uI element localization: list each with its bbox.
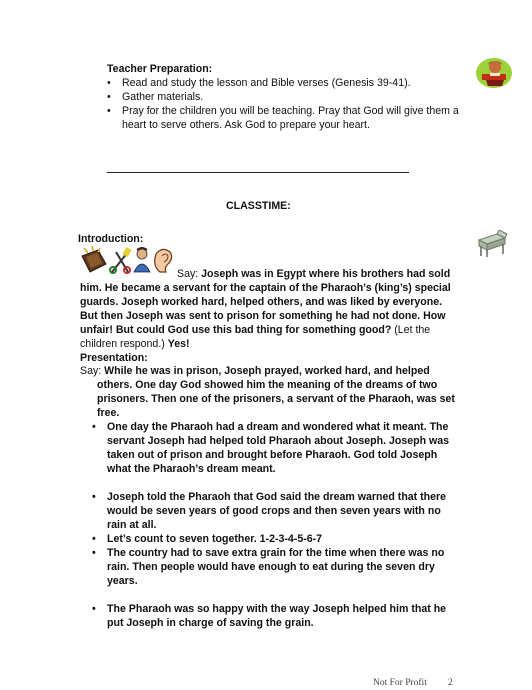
presentation-item: • The Pharaoh was so happy with the way Joseph helped him that he put Joseph in charge of saving the grain.	[92, 602, 458, 630]
teacher-preparation	[107, 62, 472, 132]
footer-label: Not For Profit	[373, 678, 427, 688]
divider-rule	[107, 172, 409, 173]
intro-heading: Introduction:	[78, 233, 144, 245]
presentation-list	[92, 420, 458, 630]
intro-say-label: Say:	[177, 268, 199, 280]
presentation-say-label: Say:	[80, 365, 102, 377]
intro-note: (Let the children respond.)	[80, 324, 431, 350]
prep-item: • Gather materials.	[107, 90, 472, 104]
prep-heading: Teacher Preparation:	[107, 63, 213, 75]
presentation-item: • One day the Pharaoh had a dream and wondered what it meant. The servant Joseph had helped told Pharaoh about Joseph. Joseph was taken out of prison and brought before Pharaoh. God told Joseph what the Pharaoh’s dream meant.	[92, 420, 458, 476]
page-number: 2	[448, 678, 453, 688]
teacher-icon	[474, 54, 514, 90]
intro-body	[80, 267, 458, 351]
chair-icon	[475, 230, 509, 258]
presentation-lead: While he was in prison, Joseph prayed, worked hard, and helped others. One day God showed him the meaning of the dreams of two prisoners. Then one of the prisoners, a servant of the Pharaoh, was set free.	[97, 365, 455, 419]
prep-item: • Read and study the lesson and Bible verses (Genesis 39-41).	[107, 76, 472, 90]
presentation-item: • Let’s count to seven together. 1-2-3-4-5-6-7	[92, 532, 458, 546]
prep-list	[107, 76, 472, 132]
intro-answer: Yes!	[167, 338, 190, 350]
presentation-body	[80, 364, 458, 630]
presentation-item: • The country had to save extra grain for the time when there was no rain. Then people would have enough to eat during the seven dry years.	[92, 546, 458, 588]
prep-item: • Pray for the children you will be teaching. Pray that God will give them a heart to serve others. Ask God to prepare your heart.	[107, 104, 472, 132]
presentation-heading: Presentation:	[80, 352, 148, 364]
presentation-item: • Joseph told the Pharaoh that God said the dream warned that there would be seven years of good crops and then seven years with no rain at all.	[92, 490, 458, 532]
intro-text: Joseph was in Egypt where his brothers had sold him. He became a servant for the captain of the Pharaoh’s (king’s) special guards. Joseph worked hard, helped others, and was liked by everyone. But then Joseph was sent to prison for something he had not done. How unfair! But could God use this bad thing for something good?	[80, 268, 451, 336]
classtime-heading: CLASSTIME:	[226, 200, 291, 212]
